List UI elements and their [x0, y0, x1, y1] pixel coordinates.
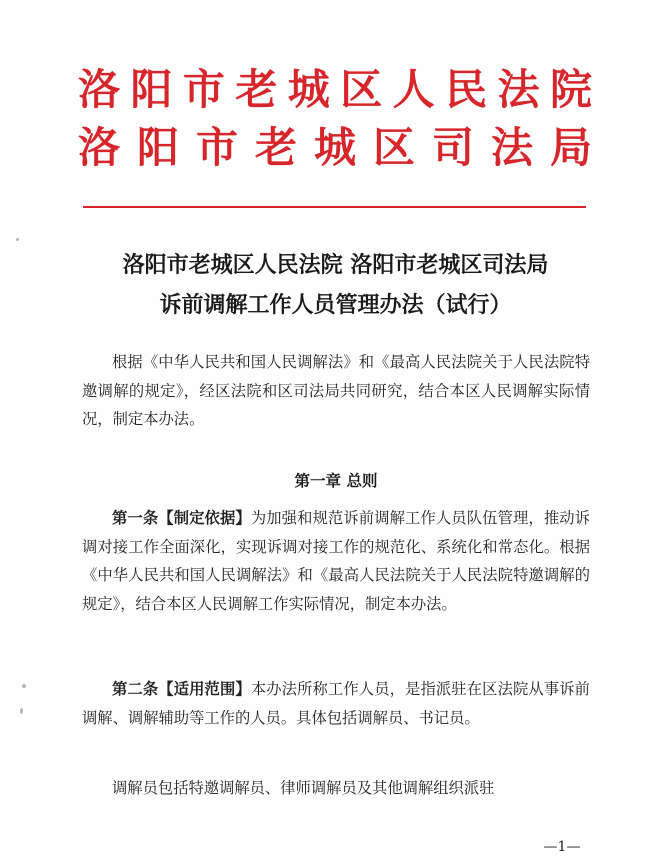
chapter-heading: 第一章 总则: [294, 472, 378, 490]
article-2-label: 第二条【适用范围】: [112, 680, 251, 698]
scan-speck: [16, 238, 19, 241]
scan-speck: [20, 708, 23, 714]
page-number: —1—: [543, 839, 581, 855]
article-1-paragraph: [82, 504, 590, 618]
document-title-name: 诉前调解工作人员管理办法（试行）: [159, 292, 512, 318]
article-1-label: 第一条【制定依据】: [112, 509, 251, 527]
article-2-text: 本办法所称工作人员，是指派驻在区法院从事诉前调解、调解辅助等工作的人员。具体包括调解员、书记员。: [82, 680, 590, 727]
article-2-paragraph: [82, 675, 590, 732]
intro-paragraph: 根据《中华人民共和国人民调解法》和《最高人民法院关于人民法院特邀调解的规定》，经区法院和区司法局共同研究，结合本区人民调解实际情况，制定本办法。: [82, 353, 590, 428]
letterhead-court-name: 洛阳市老城区人民法院: [78, 65, 593, 114]
letterhead-red-rule: [83, 206, 586, 208]
article-1-text: 为加强和规范诉前调解工作人员队伍管理，推动诉调对接工作全面深化，实现诉调对接工作的规范化、系统化和常态化。根据《中华人民共和国人民调解法》和《最高人民法院关于人民法院特邀调解的规定》，结合本区人民调解工作实际情况，制定本办法。: [82, 509, 590, 613]
document-title-issuers: 洛阳市老城区人民法院 洛阳市老城区司法局: [122, 252, 549, 278]
letterhead-justice-bureau-name: 洛阳市老城区司法局: [78, 123, 593, 172]
mediators-paragraph: 调解员包括特邀调解员、律师调解员及其他调解组织派驻: [112, 779, 495, 797]
scan-speck: [22, 684, 26, 688]
